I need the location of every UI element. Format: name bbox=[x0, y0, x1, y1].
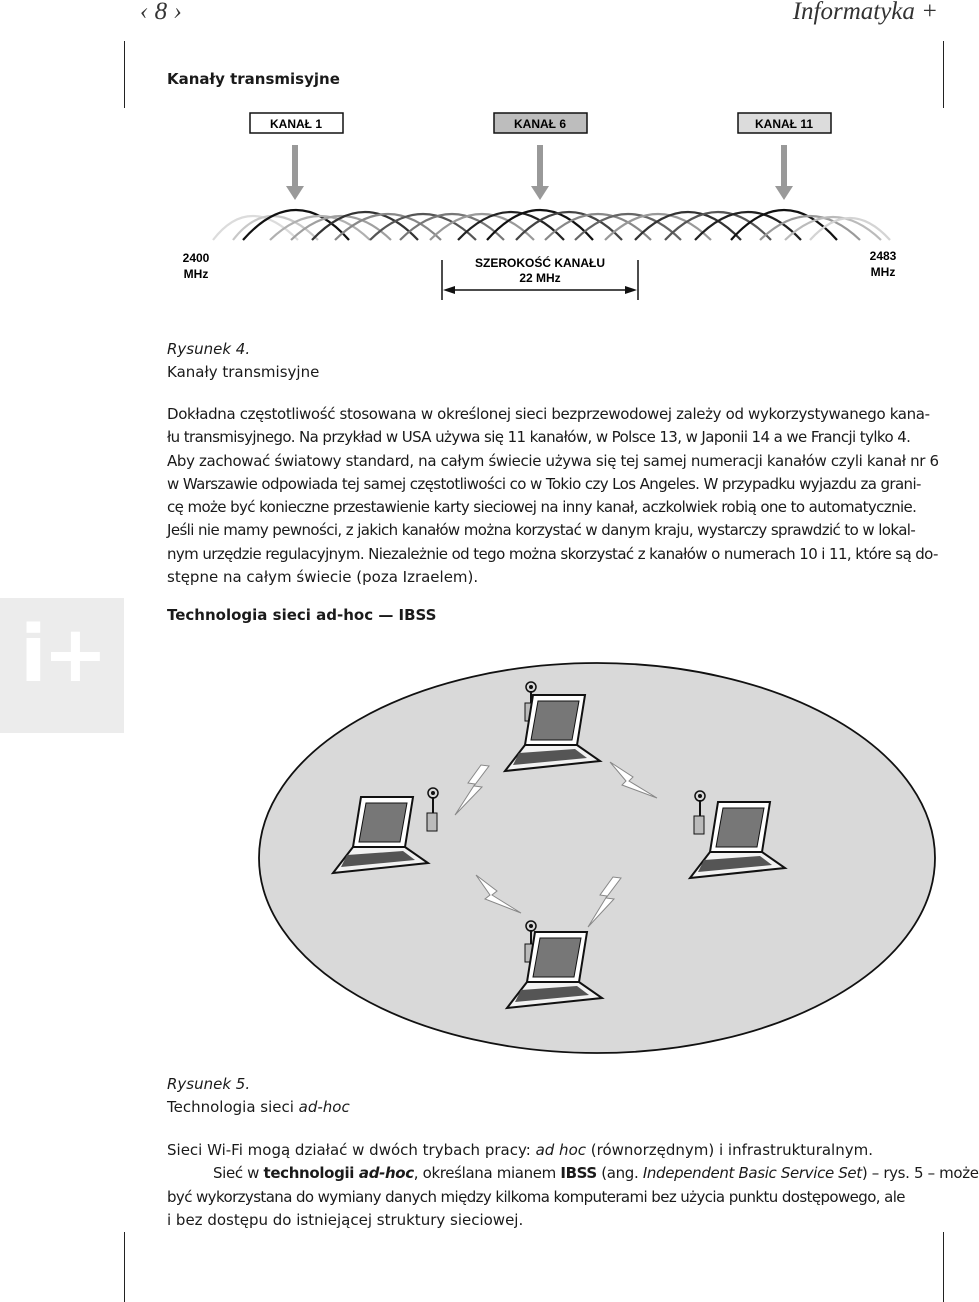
text-run: (równorzędnym) i infrastrukturalnym. bbox=[586, 1141, 873, 1159]
text-run-bold: IBSS bbox=[560, 1164, 597, 1183]
section-title-adhoc: Technologia sieci ad-hoc — IBSS bbox=[167, 606, 437, 624]
channel-width-label: SZEROKOŚĆ KANAŁU bbox=[474, 256, 606, 270]
margin-rule-top-left bbox=[124, 41, 125, 108]
arrow-channel-1 bbox=[286, 145, 304, 200]
text-run: ) – rys. 5 – może bbox=[861, 1164, 979, 1183]
text-run: , określana mianem bbox=[413, 1164, 561, 1183]
paragraph-line: w Warszawie odpowiada tej samej częstotliwości co w Tokio czy Los Angeles. W przypadku wyjazdu za grani- bbox=[167, 474, 921, 493]
figure4-caption-number: Rysunek 4. bbox=[167, 340, 251, 358]
figure4-title: Kanały transmisyjne bbox=[167, 70, 340, 88]
freq-end-value: 2483 bbox=[869, 249, 897, 263]
paragraph-line: cę może być konieczne przestawienie karty sieciowej na inny kanał, aczkolwiek robią one to automatycznie. bbox=[167, 498, 917, 517]
arrow-channel-11 bbox=[775, 145, 793, 200]
paragraph-line: Jeśli nie mamy pewności, z jakich kanałów można korzystać w danym kraju, wystarczy sprawdzić to w lokal- bbox=[167, 521, 916, 540]
paragraph-line bbox=[167, 1162, 979, 1185]
adhoc-network-diagram bbox=[255, 655, 955, 1055]
text-run-bold-italic: ad-hoc bbox=[358, 1164, 414, 1183]
channel-width-value: 22 MHz bbox=[519, 271, 561, 285]
figure5-caption-text: Technologia sieci bbox=[167, 1098, 299, 1116]
figure4-caption-text: Kanały transmisyjne bbox=[167, 363, 320, 381]
channels-diagram bbox=[160, 100, 920, 300]
figure5-caption-number: Rysunek 5. bbox=[167, 1075, 251, 1093]
margin-rule-bottom-left bbox=[124, 1232, 125, 1302]
channel-arcs bbox=[213, 210, 890, 240]
paragraph-line: Dokładna częstotliwość stosowana w określonej sieci bezprzewodowej zależy od wykorzystywanego kana- bbox=[167, 405, 930, 423]
channel-11-label: KANAŁ 11 bbox=[754, 117, 814, 131]
channel-6-label: KANAŁ 6 bbox=[513, 117, 567, 131]
channel-1-label: KANAŁ 1 bbox=[269, 117, 323, 131]
text-run: (ang. bbox=[596, 1164, 643, 1183]
figure5-caption bbox=[167, 1073, 350, 1119]
magazine-title: Informatyka + bbox=[792, 0, 938, 25]
paragraph-line: i bez dostępu do istniejącej struktury sieciowej. bbox=[167, 1210, 524, 1229]
paragraph-channels bbox=[167, 403, 942, 589]
figure5-caption-italic: ad-hoc bbox=[298, 1098, 350, 1116]
paragraph-line: stępne na całym świecie (poza Izraelem). bbox=[167, 568, 479, 587]
arrow-channel-6 bbox=[531, 145, 549, 200]
text-run-italic: ad hoc bbox=[535, 1141, 586, 1159]
paragraph-line: być wykorzystana do wymiany danych między kilkoma komputerami bez użycia punktu dostępowego, ale bbox=[167, 1187, 905, 1206]
margin-rule-top-right bbox=[943, 41, 944, 108]
paragraph-adhoc bbox=[167, 1139, 979, 1232]
paragraph-line: łu transmisyjnego. Na przykład w USA używa się 11 kanałów, w Polsce 13, w Japonii 14 a we Francji tylko 4. bbox=[167, 428, 911, 447]
text-run: Sieci Wi-Fi mogą działać w dwóch trybach pracy: bbox=[167, 1141, 536, 1159]
paragraph-line: nym urzędzie regulacyjnym. Niezależnie od tego można skorzystać z kanałów o numerach 10 i 11, które są do- bbox=[167, 544, 938, 563]
side-logo: i+ bbox=[20, 610, 105, 700]
freq-end-unit: MHz bbox=[870, 265, 896, 279]
text-run-bold: technologii bbox=[263, 1164, 359, 1183]
freq-start-unit: MHz bbox=[183, 267, 209, 281]
text-run-italic: Independent Basic Service Set bbox=[642, 1164, 862, 1183]
figure4-caption bbox=[167, 338, 319, 384]
margin-rule-bottom-right bbox=[943, 1232, 944, 1302]
freq-start-value: 2400 bbox=[182, 251, 210, 265]
page-number: ‹ 8 › bbox=[140, 0, 182, 25]
paragraph-line bbox=[167, 1139, 942, 1162]
paragraph-line: Aby zachować światowy standard, na całym świecie używa się tej samej numeracji kanałów czyli kanał nr 6 bbox=[167, 451, 939, 470]
text-run: Sieć w bbox=[213, 1164, 264, 1183]
